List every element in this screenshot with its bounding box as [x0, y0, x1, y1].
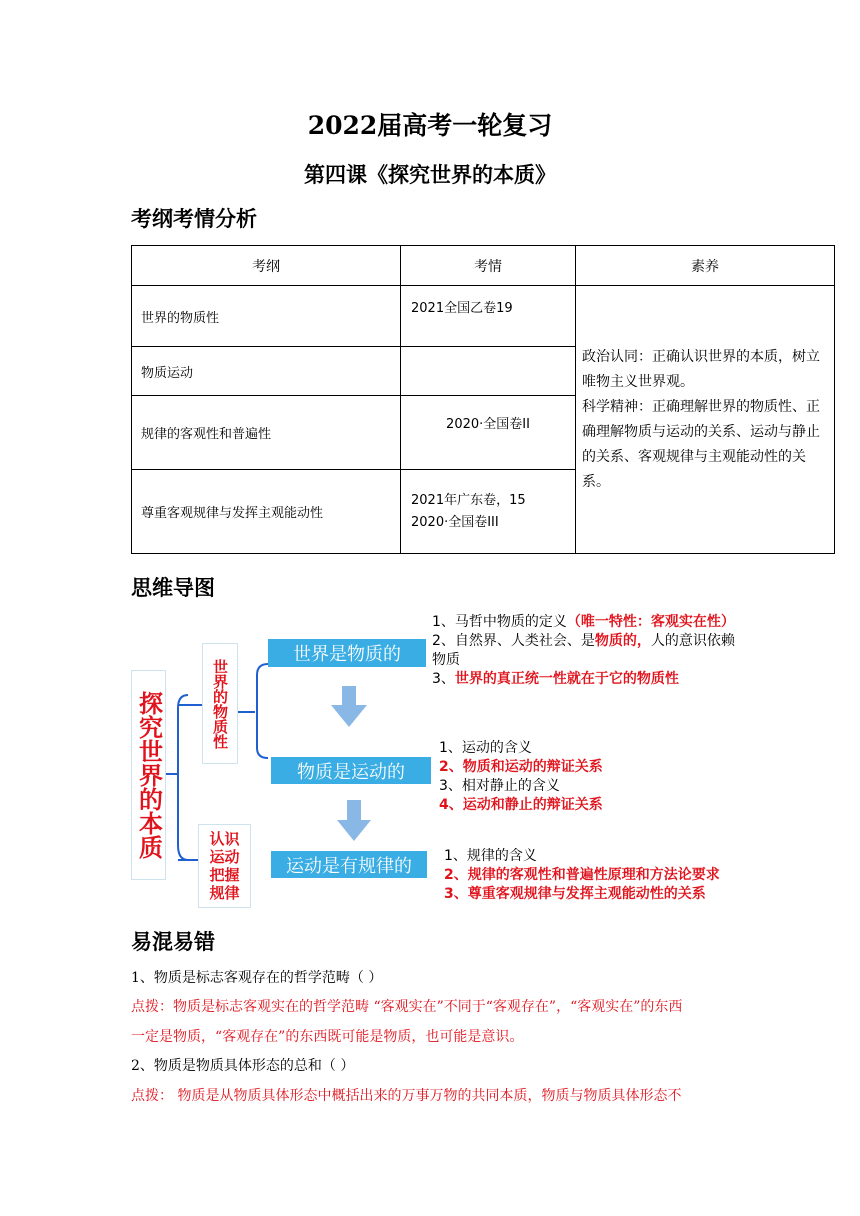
- down-arrow-icon: [337, 800, 371, 841]
- list-item: 2、物质和运动的辩证关系: [439, 759, 603, 775]
- mindmap-bullets-motion: [439, 739, 819, 815]
- table-cell-outline: 规律的客观性和普遍性: [132, 396, 401, 470]
- mindmap-node-world-material: 世界是物质的: [268, 639, 426, 667]
- list-item: 1、运动的含义: [439, 740, 532, 756]
- mindmap-root: 探究世界的本质: [131, 670, 166, 880]
- down-arrow-icon: [331, 686, 367, 727]
- table-cell-literacy: 政治认同：正确认识世界的本质，树立唯物主义世界观。 科学精神：正确理解世界的物质性、正确理解物质与运动的关系、运动与静止的关系、客观规律与主观能动性的关系。: [576, 286, 835, 554]
- mindmap-bullets-matter: [432, 613, 832, 689]
- list-item: 1、规律的含义: [444, 848, 537, 864]
- section-heading-confusions: 易混易错: [131, 929, 215, 954]
- list-item: 3、尊重客观规律与发挥主观能动性的关系: [444, 886, 706, 902]
- table-cell-exam: 2021全国乙卷19: [401, 286, 576, 347]
- table-header-outline: 考纲: [132, 246, 401, 286]
- mindmap-branch-motion-law: 认识运动把握规律: [198, 824, 251, 908]
- table-cell-outline: 世界的物质性: [132, 286, 401, 347]
- exam-analysis-table: [131, 245, 835, 554]
- table-header-literacy: 素养: [576, 246, 835, 286]
- table-cell-exam: 2020·全国卷II: [401, 396, 576, 470]
- page-title: 2022届高考一轮复习: [307, 111, 553, 140]
- list-item: 1、马哲中物质的定义（唯一特性：客观实在性）: [432, 614, 735, 630]
- table-header-exam: 考情: [401, 246, 576, 286]
- list-item: 4、运动和静止的辩证关系: [439, 797, 603, 813]
- section-heading-mindmap: 思维导图: [131, 575, 215, 600]
- answer-2-line1: 点拨： 物质是从物质具体形态中概括出来的万事万物的共同本质，物质与物质具体形态不: [131, 1088, 682, 1104]
- page-subtitle: 第四课《探究世界的本质》: [304, 162, 556, 187]
- list-item: 3、世界的真正统一性就在于它的物质性: [432, 671, 679, 687]
- answer-1-line1: 点拨：物质是标志客观实在的哲学范畴 “客观实在”不同于“客观存在”，“客观实在”的东西: [131, 999, 683, 1015]
- list-item: 物质: [432, 652, 460, 668]
- mindmap-bullets-law: [444, 847, 834, 904]
- list-item: 3、相对静止的含义: [439, 778, 560, 794]
- table-cell-exam: 2021年广东卷，15 2020·全国卷III: [401, 470, 576, 554]
- list-item: 2、规律的客观性和普遍性原理和方法论要求: [444, 867, 720, 883]
- mindmap-branch-matter: 世界的物质性: [202, 643, 238, 764]
- list-item: 2、自然界、人类社会、是物质的，人的意识依赖: [432, 633, 735, 649]
- mindmap-node-matter-moving: 物质是运动的: [271, 757, 431, 784]
- mindmap-node-motion-law: 运动是有规律的: [271, 851, 427, 878]
- table-header-row: [132, 246, 835, 286]
- table-cell-exam: [401, 347, 576, 396]
- table-cell-outline: 物质运动: [132, 347, 401, 396]
- question-2: 2、物质是物质具体形态的总和（ ）: [131, 1058, 355, 1074]
- table-cell-outline: 尊重客观规律与发挥主观能动性: [132, 470, 401, 554]
- answer-1-line2: 一定是物质，“客观存在”的东西既可能是物质，也可能是意识。: [131, 1029, 524, 1045]
- table-row: [132, 286, 835, 347]
- section-heading-exam-analysis: 考纲考情分析: [131, 206, 257, 231]
- question-1: 1、物质是标志客观存在的哲学范畴（ ）: [131, 970, 383, 986]
